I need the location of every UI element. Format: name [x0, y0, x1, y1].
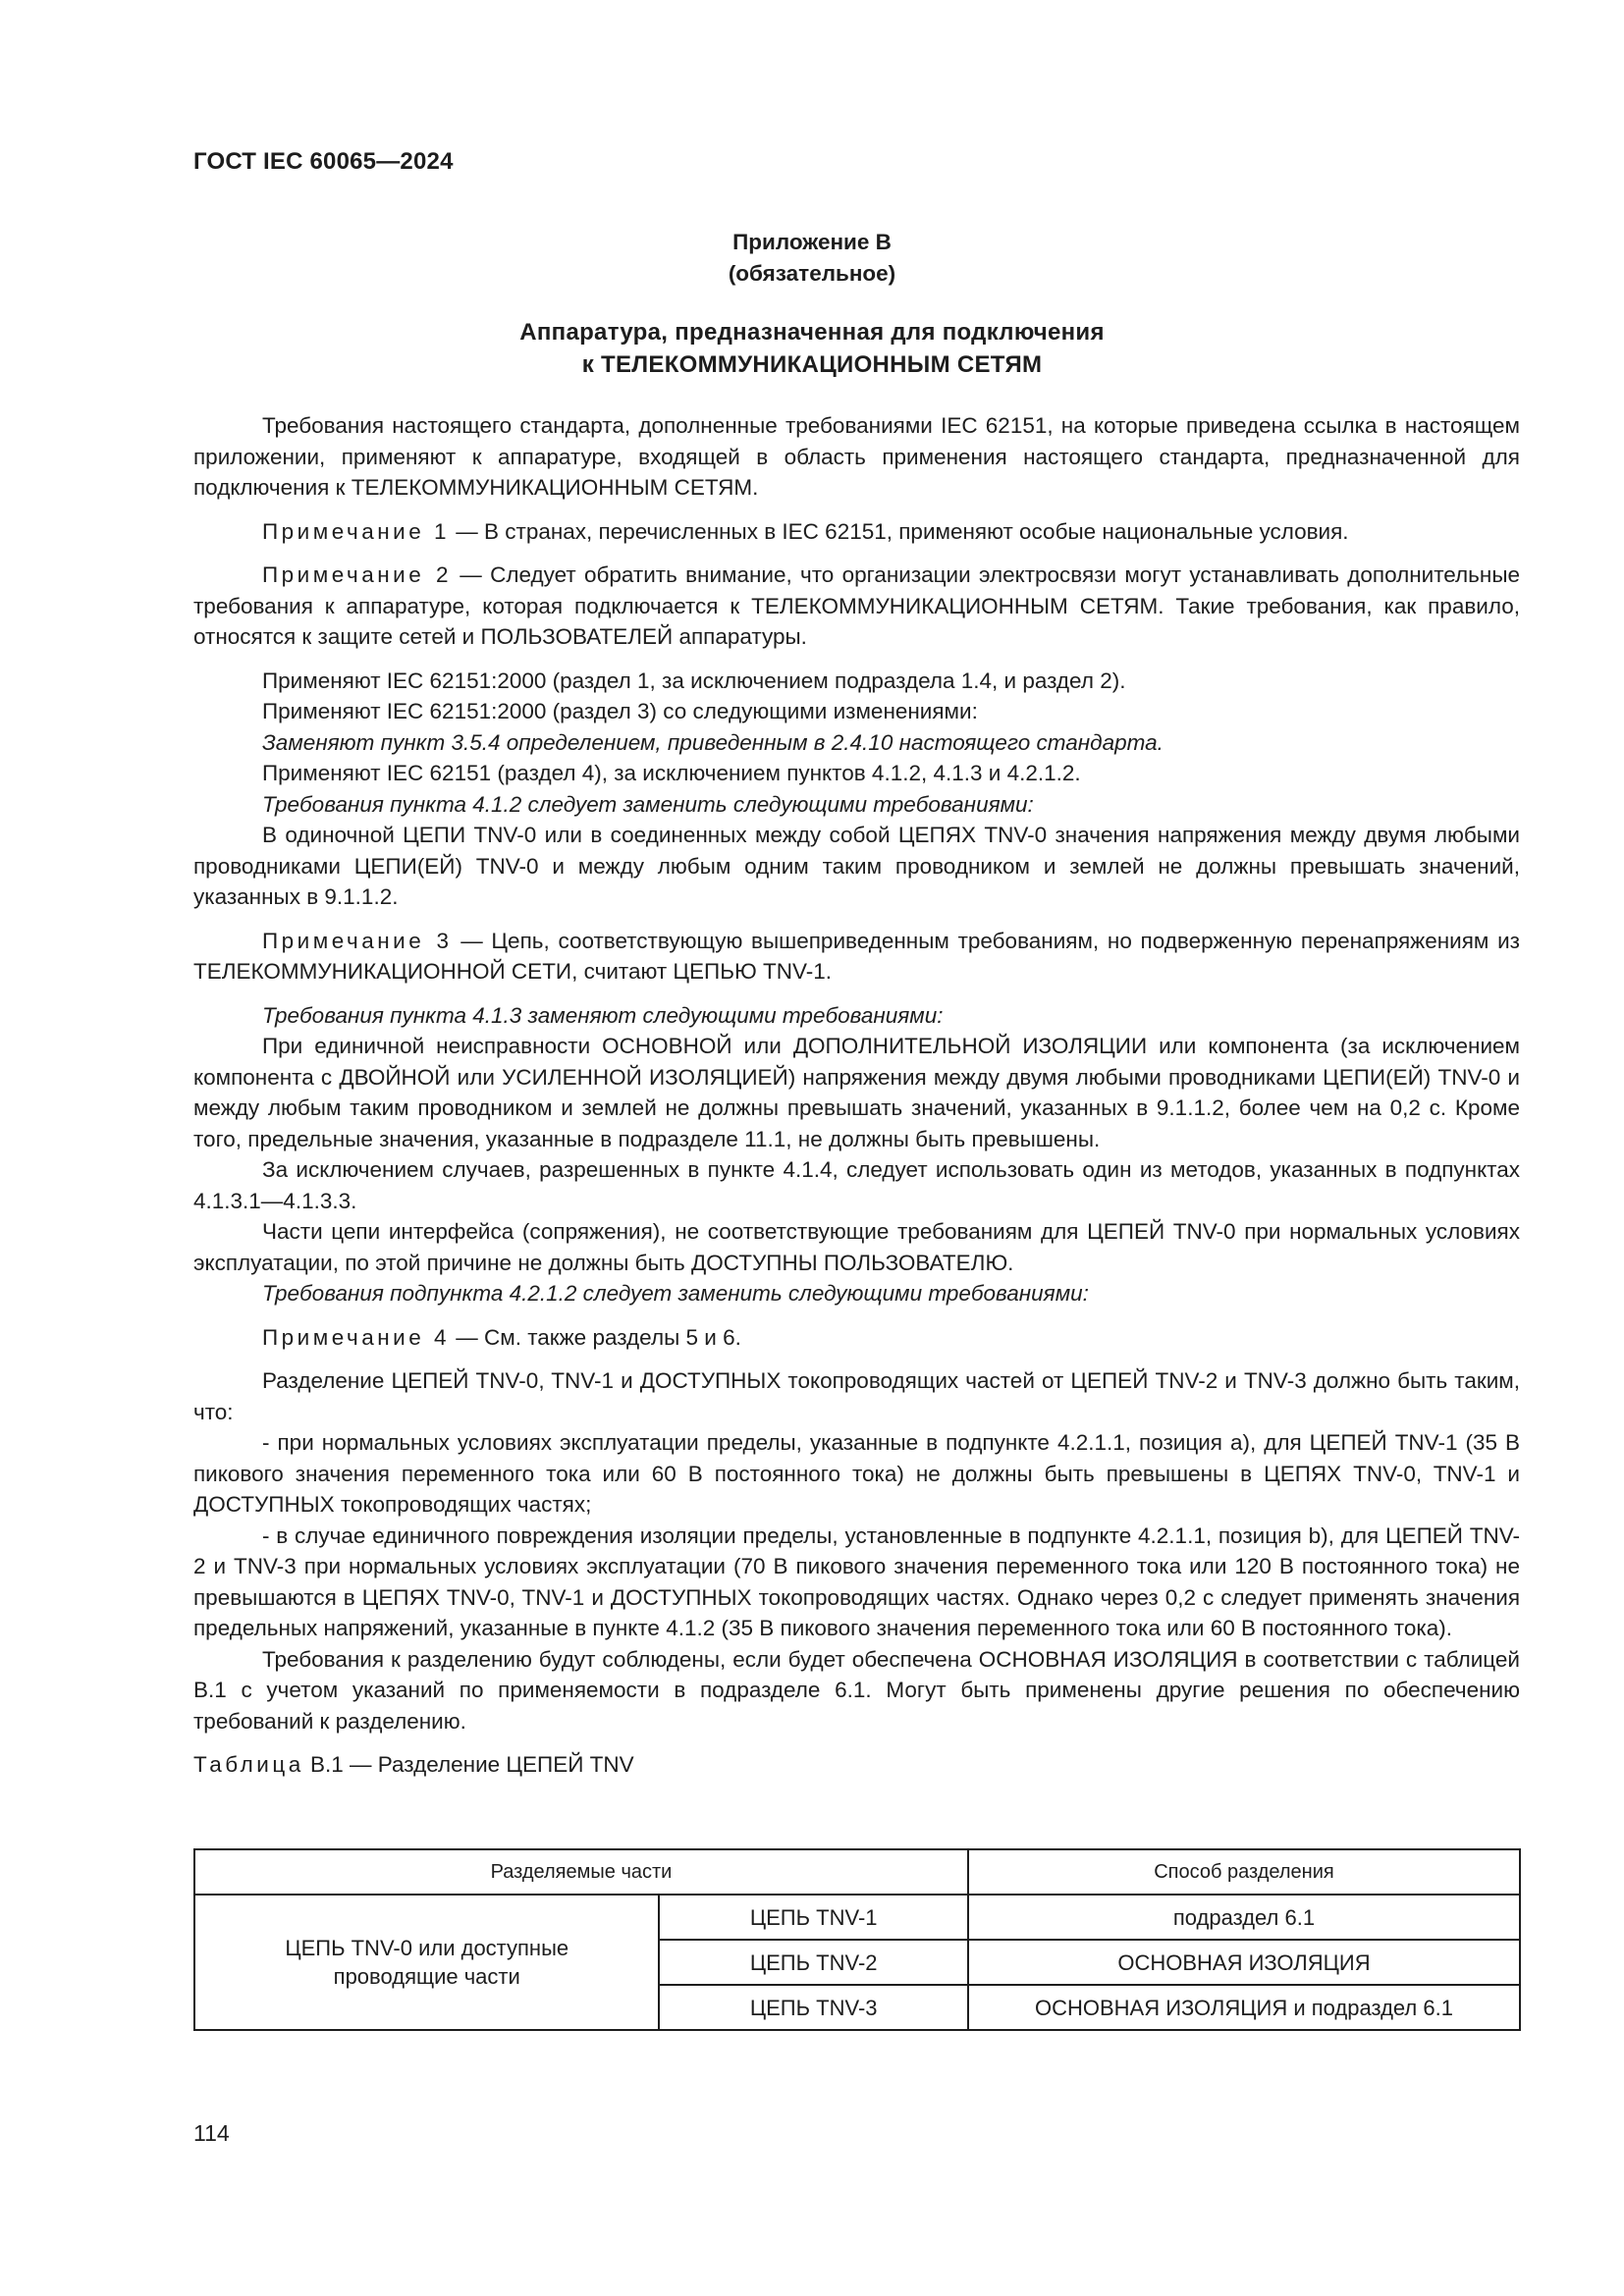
annex-status: (обязательное) — [728, 261, 896, 286]
apply-paragraph-1: Применяют IEC 62151:2000 (раздел 1, за исключением подраздела 1.4, и раздел 2). — [262, 667, 1126, 693]
table-cell: ОСНОВНАЯ ИЗОЛЯЦИЯ — [968, 1940, 1520, 1985]
table-cell: подраздел 6.1 — [968, 1895, 1520, 1940]
table-cell: ЦЕПЬ TNV-1 — [659, 1895, 967, 1940]
separation-paragraph: Разделение ЦЕПЕЙ TNV-0, TNV-1 и ДОСТУПНЫХ токопроводящих частей от ЦЕПЕЙ TNV-2 и TNV-3 должно быть таким, что: — [193, 1368, 1520, 1424]
table-caption-text: В.1 — Разделение ЦЕПЕЙ TNV — [303, 1752, 634, 1777]
separation-table — [193, 1848, 1521, 2031]
note-1-label: Примечание 1 — [262, 518, 450, 544]
list-item-2: - в случае единичного повреждения изоляции пределы, установленные в подпункте 4.2.1.1, позиция b), для ЦЕПЕЙ TNV-2 и TNV-3 при нормальных условиях эксплуатации (70 В пикового значения переменного тока или 120 В постоянного тока) не превышаются в ЦЕПЯХ TNV-0, TNV-1 и ДОСТУПНЫХ токопроводящих частях. Однако через 0,2 с следует применять значения предельных напряжений, указанные в пункте 4.1.2 (35 В пикового значения переменного тока или 60 В постоянного тока). — [193, 1522, 1520, 1640]
annex-title-line-2: к ТЕЛЕКОММУНИКАЦИОННЫМ СЕТЯМ — [581, 351, 1043, 378]
clause-4-1-2-heading: Требования пункта 4.1.2 следует заменить следующими требованиями: — [262, 791, 1034, 817]
table-header-cell: Разделяемые части — [194, 1849, 968, 1895]
table-group-cell: ЦЕПЬ TNV-0 или доступные проводящие части — [194, 1895, 659, 2030]
annex-label: Приложение В — [732, 230, 892, 254]
exception-paragraph: За исключением случаев, разрешенных в пункте 4.1.4, следует использовать один из методов, указанных в подпунктах 4.1.3.1—4.1.3.3. — [193, 1157, 1520, 1213]
note-4-label: Примечание 4 — [262, 1324, 450, 1350]
note-3 — [193, 926, 1520, 988]
clause-4-1-3-text: При единичной неисправности ОСНОВНОЙ или ДОПОЛНИТЕЛЬНОЙ ИЗОЛЯЦИИ или компонента (за исключением компонента с ДВОЙНОЙ или УСИЛЕННОЙ ИЗОЛЯЦИЕЙ) напряжения между двумя любыми проводниками ЦЕПИ(ЕЙ) TNV-0 и между любым таким проводником и землей не должны превышать значений, указанных в 9.1.1.2, более чем на 0,2 с. Кроме того, предельные значения, указанные в подразделе 11.1, не должны быть превышены. — [193, 1034, 1520, 1151]
note-4 — [193, 1322, 1520, 1354]
list-item-1: - при нормальных условиях эксплуатации пределы, указанные в подпункте 4.2.1.1, позиция а), для ЦЕПЕЙ TNV-1 (35 В пикового значения переменного тока или 60 В постоянного тока) не должны быть превышены в ЦЕПЯХ TNV-0, TNV-1 и ДОСТУПНЫХ токопроводящих частях; — [193, 1430, 1520, 1517]
closing-paragraph: Требования к разделению будут соблюдены, если будет обеспечена ОСНОВНАЯ ИЗОЛЯЦИЯ в соответствии с таблицей В.1 с учетом указаний по применяемости в подразделе 6.1. Могут быть применены другие решения по обеспечению требований к разделению. — [193, 1646, 1520, 1734]
intro-paragraph: Требования настоящего стандарта, дополненные требованиями IEC 62151, на которые приведена ссылка в настоящем приложении, применяют к аппаратуре, входящей в область применения настоящего стандарта, предназначенной для подключения к ТЕЛЕКОММУНИКАЦИОННЫМ СЕТЯМ. — [193, 413, 1520, 500]
annex-title-line-1: Аппаратура, предназначенная для подключения — [519, 319, 1105, 346]
table-cell: ЦЕПЬ TNV-3 — [659, 1985, 967, 2030]
note-4-text: — См. также разделы 5 и 6. — [450, 1324, 741, 1350]
note-3-label: Примечание 3 — [262, 928, 453, 953]
note-3-text: — Цепь, соответствующую вышеприведенным требованиям, но подверженную перенапряжениям из ТЕЛЕКОММУНИКАЦИОННОЙ СЕТИ, считают ЦЕПЬЮ TNV-1. — [193, 928, 1520, 984]
note-2-label: Примечание 2 — [262, 562, 453, 587]
body-text — [193, 410, 1520, 1781]
interface-paragraph: Части цепи интерфейса (сопряжения), не соответствующие требованиям для ЦЕПЕЙ TNV-0 при нормальных условиях эксплуатации, по этой причине не должны быть ДОСТУПНЫ ПОЛЬЗОВАТЕЛЮ. — [193, 1219, 1520, 1275]
note-1 — [193, 516, 1520, 548]
table-caption-label: Таблица — [193, 1752, 304, 1777]
note-2 — [193, 560, 1520, 653]
note-2-text: — Следует обратить внимание, что организации электросвязи могут устанавливать дополнительные требования к аппаратуре, которая подключается к ТЕЛЕКОММУНИКАЦИОННЫМ СЕТЯМ. Такие требования, как правило, относятся к защите сетей и ПОЛЬЗОВАТЕЛЕЙ аппаратуры. — [193, 562, 1521, 649]
note-1-text: — В странах, перечисленных в IEC 62151, применяют особые национальные условия. — [450, 518, 1349, 544]
page-number: 114 — [193, 2120, 230, 2146]
clause-4-1-3-heading: Требования пункта 4.1.3 заменяют следующими требованиями: — [262, 1002, 944, 1028]
replace-paragraph: Заменяют пункт 3.5.4 определением, приведенным в 2.4.10 настоящего стандарта. — [262, 729, 1164, 755]
clause-4-1-2-text: В одиночной ЦЕПИ TNV-0 или в соединенных между собой ЦЕПЯХ TNV-0 значения напряжения между двумя любыми проводниками ЦЕПИ(ЕЙ) TNV-0 и между любым одним таким проводником и землей не должны превышать значений, указанных в 9.1.1.2. — [193, 823, 1520, 909]
apply-paragraph-2: Применяют IEC 62151:2000 (раздел 3) со следующими изменениями: — [262, 699, 978, 723]
apply-paragraph-3: Применяют IEC 62151 (раздел 4), за исключением пунктов 4.1.2, 4.1.3 и 4.2.1.2. — [262, 761, 1081, 785]
table-header-cell: Способ разделения — [968, 1849, 1520, 1895]
document-header: ГОСТ IEC 60065—2024 — [193, 148, 454, 175]
table-row — [194, 1895, 1520, 1940]
table-caption — [193, 1749, 1520, 1781]
table-cell: ОСНОВНАЯ ИЗОЛЯЦИЯ и подраздел 6.1 — [968, 1985, 1520, 2030]
table-header-row — [194, 1849, 1520, 1895]
clause-4-2-1-2-heading: Требования подпункта 4.2.1.2 следует заменить следующими требованиями: — [262, 1281, 1089, 1306]
table-cell: ЦЕПЬ TNV-2 — [659, 1940, 967, 1985]
